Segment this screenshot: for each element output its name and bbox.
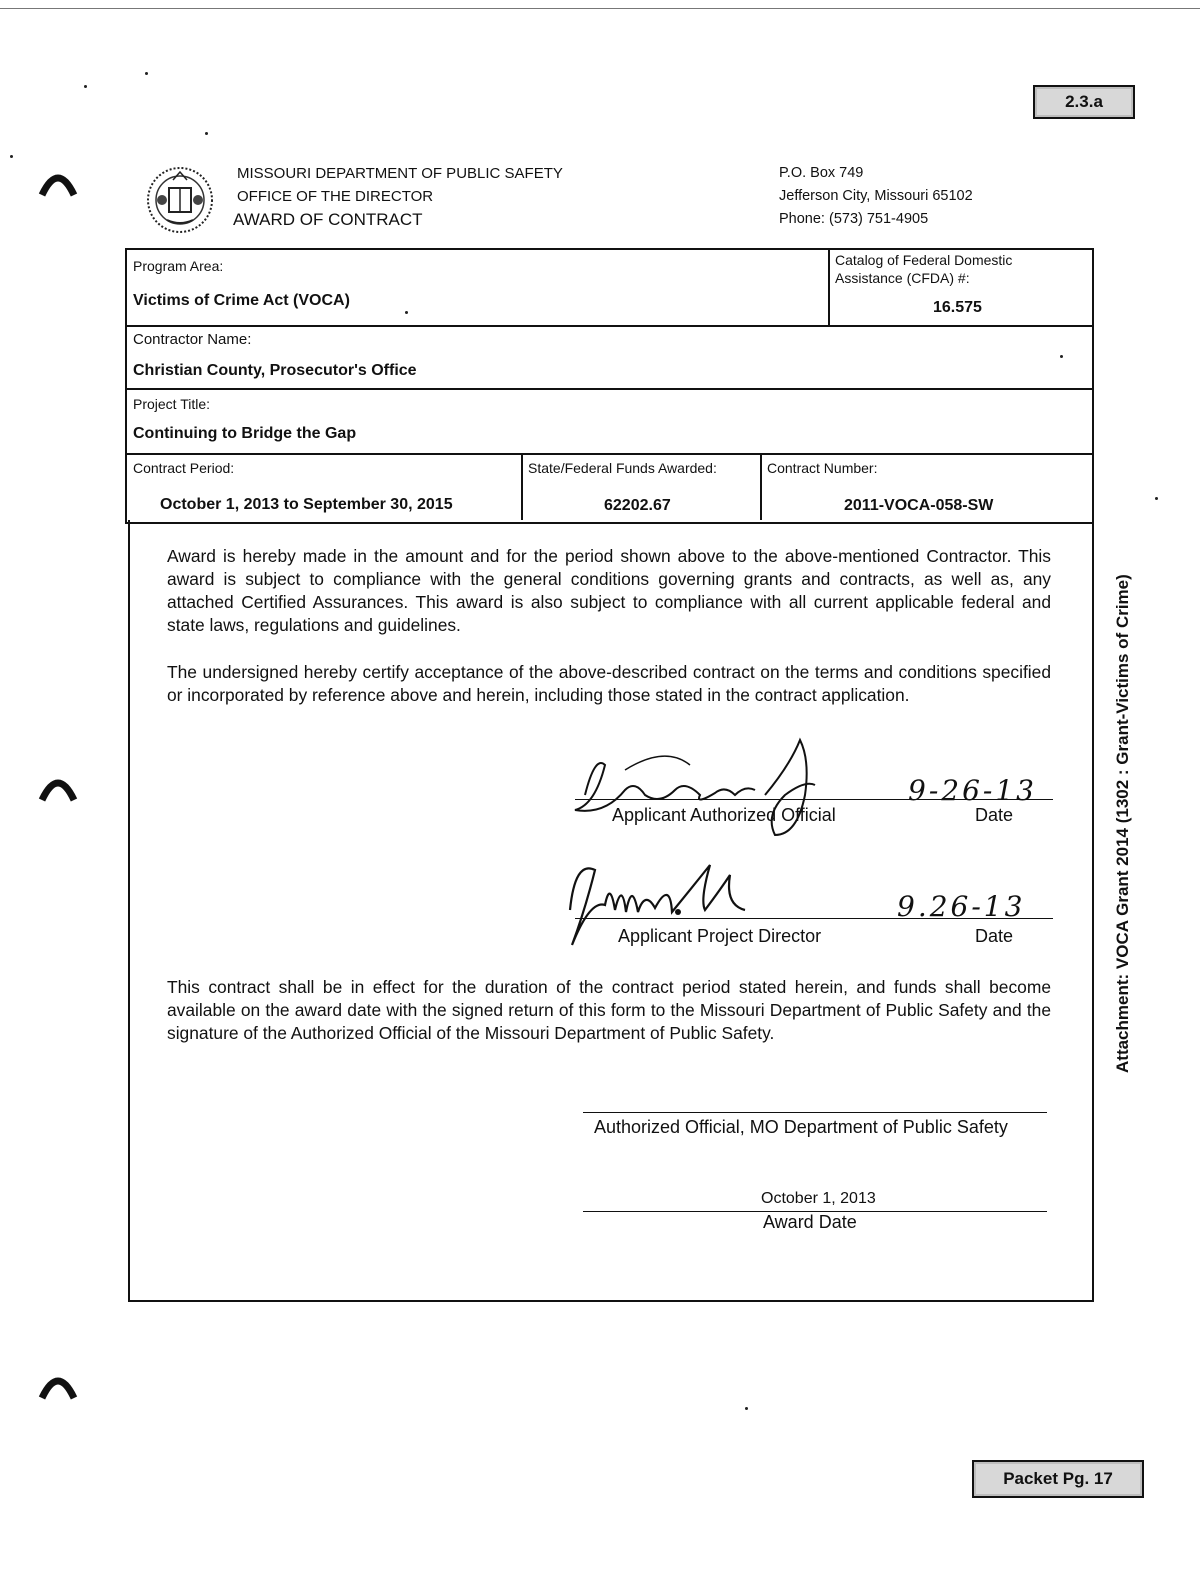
address-city: Jefferson City, Missouri 65102 [779, 188, 973, 204]
director-date-caption: Date [975, 926, 1014, 946]
project-title-label: Project Title: [133, 396, 211, 412]
address-phone: Phone: (573) 751-4905 [779, 211, 929, 227]
official-date-handwritten: 9-26-13 [908, 774, 1037, 807]
table-divider [125, 453, 1092, 455]
director-caption: Applicant Project Director [618, 926, 822, 946]
contractor-name-value: Christian County, Prosecutor's Office [133, 362, 417, 379]
award-date-caption: Award Date [763, 1212, 857, 1232]
binder-hole-icon [38, 165, 78, 205]
contract-period-label: Contract Period: [133, 460, 235, 476]
table-divider [521, 453, 523, 520]
contract-period-value: October 1, 2013 to September 30, 2015 [160, 496, 453, 513]
page-id-stamp-text: 2.3.a [1065, 92, 1103, 111]
scan-speck [10, 155, 13, 158]
contract-number-value: 2011-VOCA-058-SW [844, 497, 994, 514]
funds-awarded-value: 62202.67 [604, 497, 671, 514]
state-seal-icon [145, 162, 215, 238]
director-date-handwritten: 9.26-13 [897, 890, 1026, 923]
official-signature [565, 735, 855, 850]
award-date-value: October 1, 2013 [761, 1190, 876, 1207]
table-divider [828, 248, 830, 326]
funds-awarded-label: State/Federal Funds Awarded: [528, 460, 717, 476]
official-caption: Applicant Authorized Official [612, 805, 836, 825]
program-area-value: Victims of Crime Act (VOCA) [133, 292, 350, 309]
contract-number-label: Contract Number: [767, 460, 878, 476]
program-area-label: Program Area: [133, 258, 224, 274]
office-name: OFFICE OF THE DIRECTOR [237, 188, 434, 205]
table-divider [125, 388, 1092, 390]
attachment-side-label: Attachment: VOCA Grant 2014 (1302 : Grant-Victims of Crime) [1113, 574, 1132, 1073]
cfda-value: 16.575 [933, 299, 982, 316]
address-po-box: P.O. Box 749 [779, 165, 864, 181]
department-name: MISSOURI DEPARTMENT OF PUBLIC SAFETY [237, 165, 563, 182]
project-title-value: Continuing to Bridge the Gap [133, 425, 357, 442]
table-divider [125, 325, 1092, 327]
packet-page-stamp [972, 1460, 1144, 1498]
binder-hole-icon [38, 1368, 78, 1408]
contract-info-table [125, 248, 1094, 524]
binder-hole-icon [38, 770, 78, 810]
award-paragraph: Award is hereby made in the amount and for the period shown above to the above-mentioned Contractor. This award is subject to compliance with the general conditions governing grants and contracts, as well as, any attached Certified Assurances. This award is also subject to compliance with all current applicable federal and state laws, regulations and guidelines. [167, 546, 1051, 635]
effect-paragraph: This contract shall be in effect for the duration of the contract period stated herein, and funds shall become available on the award date with the signed return of this form to the Missouri Department of Public Safety and the signature of the Authorized Official of the Missouri Department of Public Safety. [167, 977, 1051, 1043]
scan-speck [1155, 497, 1158, 500]
cfda-label-line2: Assistance (CFDA) #: [835, 270, 970, 286]
scan-speck [145, 72, 148, 75]
certification-paragraph: The undersigned hereby certify acceptance of the above-described contract on the terms and conditions specified or incorporated by reference above and herein, including those stated in the contract application. [167, 662, 1051, 705]
contractor-name-label: Contractor Name: [133, 331, 252, 348]
cfda-label-line1: Catalog of Federal Domestic [835, 252, 1013, 268]
dps-official-caption: Authorized Official, MO Department of Public Safety [594, 1117, 1008, 1137]
scan-speck [745, 1407, 748, 1410]
page-id-stamp [1033, 85, 1135, 119]
scan-speck [205, 132, 208, 135]
official-date-caption: Date [975, 805, 1014, 825]
table-divider [760, 453, 762, 520]
document-title: AWARD OF CONTRACT [233, 210, 423, 229]
scan-speck [84, 85, 87, 88]
dps-signature-line [583, 1112, 1047, 1113]
packet-page-stamp-text: Packet Pg. 17 [1003, 1469, 1113, 1488]
scan-edge-line [0, 8, 1200, 9]
